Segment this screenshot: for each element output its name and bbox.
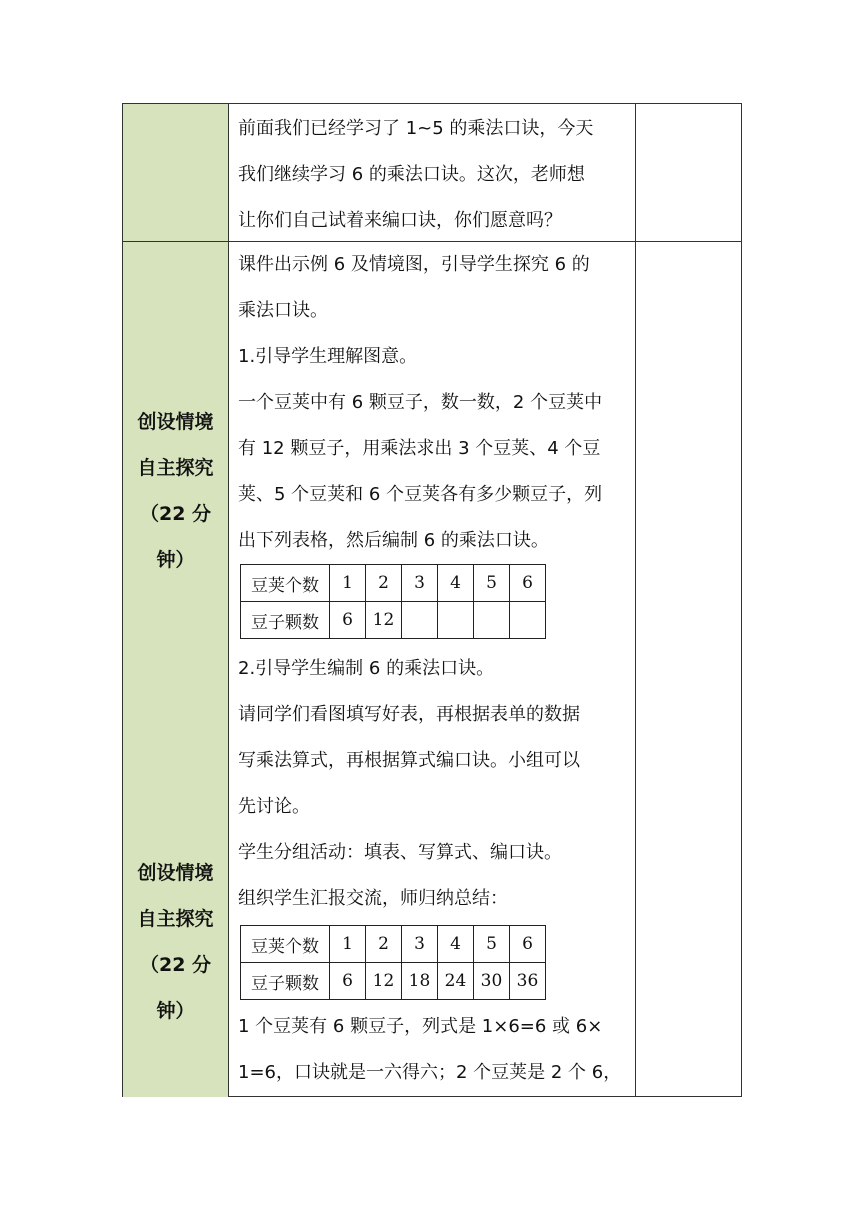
text-line: 出下列表格，然后编制 6 的乘法口诀。: [238, 530, 549, 551]
table-header-cell: 豆子颗数: [241, 602, 330, 639]
section-label-first: [123, 399, 228, 583]
text-line: 1=6，口诀就是一六得六；2 个豆荚是 2 个 6，: [238, 1062, 622, 1083]
table-cell: 4: [438, 926, 474, 963]
text-line: 1.引导学生理解图意。: [238, 346, 418, 367]
table-row: [241, 565, 546, 602]
table-cell: 3: [402, 926, 438, 963]
table-cell: 4: [438, 565, 474, 602]
table-cell: 6: [330, 963, 366, 1000]
section-label-line: 创设情境: [137, 862, 214, 884]
text-line: 写乘法算式，再根据算式编口诀。小组可以: [238, 750, 580, 771]
table-header-cell: 豆荚个数: [241, 926, 330, 963]
section-label-line: 创设情境: [137, 411, 214, 433]
table-cell: 6: [510, 565, 546, 602]
text-line: 课件出示例 6 及情境图，引导学生探究 6 的: [238, 254, 590, 275]
table-cell: [474, 602, 510, 639]
text-line: 让你们自己试着来编口诀，你们愿意吗？: [238, 210, 562, 231]
text-line: 2.引导学生编制 6 的乘法口诀。: [238, 658, 495, 679]
section-label-line: 钟）: [156, 549, 195, 571]
activity-paragraph-c: [238, 1004, 633, 1096]
table-cell: 1: [330, 926, 366, 963]
table-cell: 36: [510, 963, 546, 1000]
table-cell: 12: [366, 963, 402, 1000]
table-row: [241, 963, 546, 1000]
table-cell: 2: [366, 926, 402, 963]
text-line: 荚、5 个豆荚和 6 个豆荚各有多少颗豆子，列: [238, 484, 603, 505]
section-label-line: （22 分: [139, 954, 212, 976]
bean-table-complete: [240, 925, 546, 1000]
label-column-row1: [123, 104, 228, 241]
table-cell: 3: [402, 565, 438, 602]
text-line: 1 个豆荚有 6 颗豆子，列式是 1×6=6 或 6×: [238, 1016, 603, 1037]
table-cell: 5: [474, 565, 510, 602]
section-label-line: 自主探究: [137, 457, 214, 479]
table-cell: 6: [330, 602, 366, 639]
column-divider-left: [228, 104, 229, 1096]
table-cell: 6: [510, 926, 546, 963]
text-line: 我们继续学习 6 的乘法口诀。这次，老师想: [238, 164, 585, 185]
section-label-second: [123, 850, 228, 1034]
activity-paragraph-b: [238, 646, 633, 922]
table-row: [241, 926, 546, 963]
column-divider-right: [635, 104, 636, 1096]
table-cell: 5: [474, 926, 510, 963]
table-cell: 18: [402, 963, 438, 1000]
text-line: 请同学们看图填写好表，再根据表单的数据: [238, 704, 580, 725]
table-cell: 1: [330, 565, 366, 602]
table-header-cell: 豆子颗数: [241, 963, 330, 1000]
text-line: 学生分组活动：填表、写算式、编口诀。: [238, 842, 562, 863]
section-label-line: 自主探究: [137, 908, 214, 930]
table-cell: [510, 602, 546, 639]
table-cell: 30: [474, 963, 510, 1000]
text-line: 一个豆荚中有 6 颗豆子，数一数，2 个豆荚中: [238, 392, 603, 413]
text-line: 前面我们已经学习了 1~5 的乘法口诀，今天: [238, 118, 594, 139]
table-header-cell: 豆荚个数: [241, 565, 330, 602]
activity-paragraph-a: [238, 242, 633, 564]
table-cell: [402, 602, 438, 639]
table-cell: 2: [366, 565, 402, 602]
table-row: [241, 602, 546, 639]
table-cell: [438, 602, 474, 639]
text-line: 组织学生汇报交流，师归纳总结：: [238, 888, 508, 909]
text-line: 乘法口诀。: [238, 300, 328, 321]
bean-table-partial: [240, 564, 546, 639]
table-cell: 12: [366, 602, 402, 639]
table-cell: 24: [438, 963, 474, 1000]
text-line: 有 12 颗豆子，用乘法求出 3 个豆荚、4 个豆: [238, 438, 601, 459]
intro-paragraph: [238, 106, 633, 244]
lesson-plan-table: [122, 103, 742, 1097]
text-line: 先讨论。: [238, 796, 310, 817]
section-label-line: （22 分: [139, 503, 212, 525]
section-label-line: 钟）: [156, 1000, 195, 1022]
